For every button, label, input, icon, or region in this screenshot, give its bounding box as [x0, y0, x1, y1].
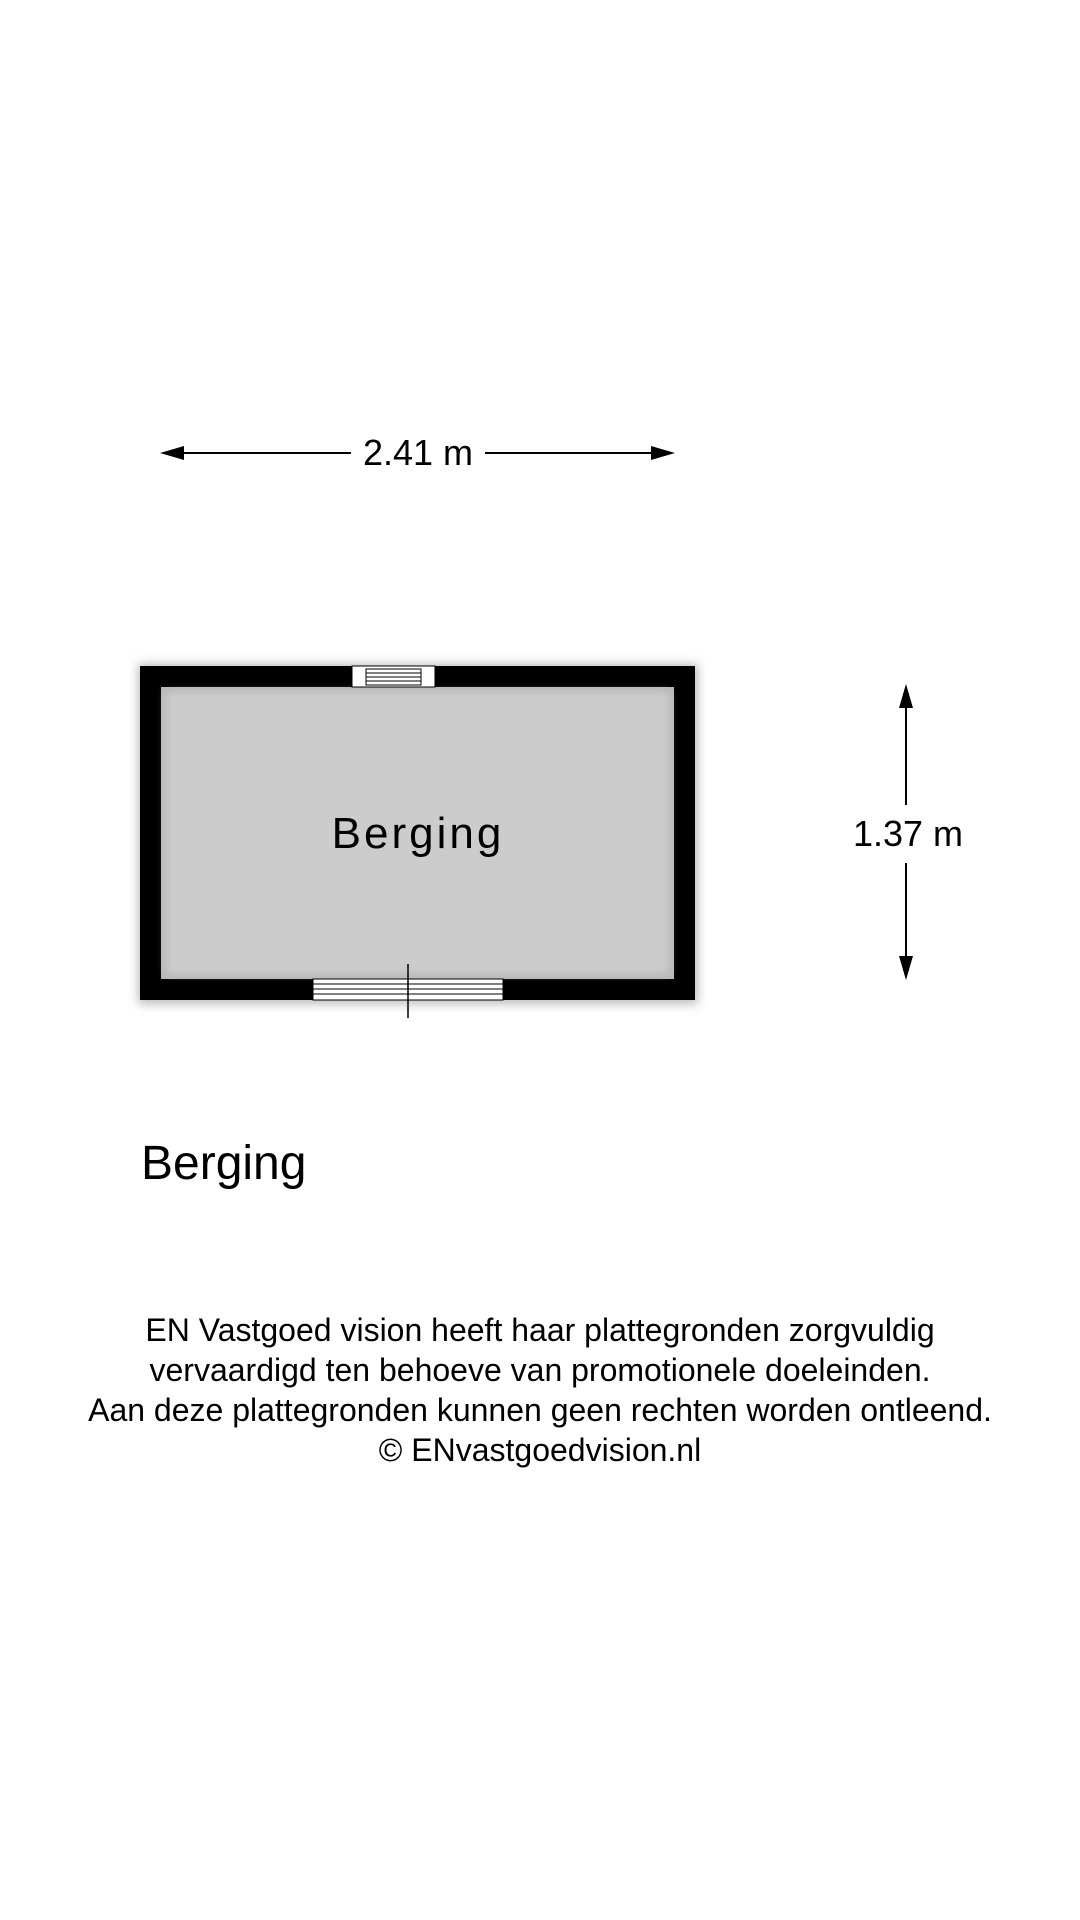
room-label: Berging [331, 809, 505, 858]
disclaimer-line: vervaardigd ten behoeve van promotionele doeleinden. [149, 1352, 931, 1388]
width-dimension-label: 2.41 m [351, 432, 485, 474]
disclaimer-line: Aan deze plattegronden kunnen geen rechten worden ontleend. [88, 1392, 992, 1428]
copyright-line: © ENvastgoedvision.nl [378, 1432, 702, 1468]
window [352, 666, 435, 687]
disclaimer-line: EN Vastgoed vision heeft haar plattegronden zorgvuldig [145, 1312, 935, 1348]
disclaimer [0, 1310, 1080, 1470]
floor-title: Berging [141, 1137, 307, 1190]
height-dimension-label: 1.37 m [849, 805, 967, 863]
